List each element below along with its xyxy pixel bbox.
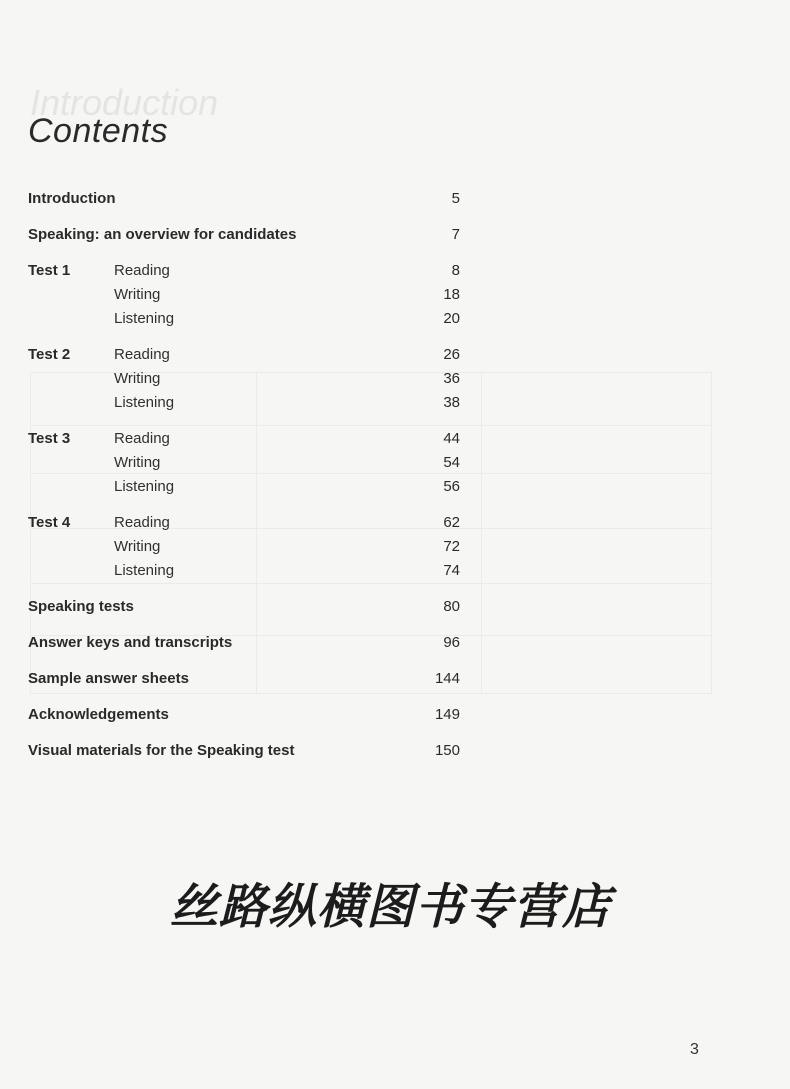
- toc-sub-item[interactable]: Writing: [114, 538, 161, 555]
- toc-sub-page: 72: [443, 538, 460, 555]
- toc-entry-introduction[interactable]: Introduction: [28, 190, 116, 207]
- toc-sub-item[interactable]: Listening: [114, 478, 175, 495]
- toc-sub-item[interactable]: Listening: [114, 310, 175, 327]
- toc-page-answer-keys: 96: [443, 634, 460, 651]
- toc-page-acknowledgements: 149: [434, 706, 460, 723]
- watermark-text: 丝路纵横图书专营店: [170, 881, 612, 934]
- toc-entry-answer-keys[interactable]: Answer keys and transcripts: [28, 634, 233, 651]
- toc-sub-page: 44: [443, 430, 460, 447]
- toc-sub-page: 74: [443, 562, 460, 579]
- toc-sub-item[interactable]: Reading: [114, 430, 170, 447]
- toc-sub-page: 8: [451, 262, 460, 279]
- toc-test-3[interactable]: Test 3: [28, 430, 71, 447]
- toc-test-4[interactable]: Test 4: [28, 514, 71, 531]
- toc-sub-item[interactable]: Reading: [114, 514, 170, 531]
- toc-sub-item[interactable]: Reading: [114, 262, 170, 279]
- toc-page-speaking-overview: 7: [451, 226, 460, 243]
- page-number: 3: [690, 1041, 699, 1058]
- toc-entry-speaking-tests[interactable]: Speaking tests: [28, 598, 134, 615]
- toc-entry-speaking-overview[interactable]: Speaking: an overview for candidates: [28, 226, 297, 243]
- toc-sub-page: 26: [443, 346, 460, 363]
- toc-page-visual-materials: 150: [434, 742, 460, 759]
- toc-sub-page: 18: [443, 286, 460, 303]
- toc-sub-item[interactable]: Listening: [114, 562, 175, 579]
- showthrough-heading: Introduction: [30, 82, 219, 123]
- toc-sub-page: 36: [443, 370, 460, 387]
- toc-entry-acknowledgements[interactable]: Acknowledgements: [28, 706, 169, 723]
- toc-sub-item[interactable]: Listening: [114, 394, 175, 411]
- toc-entry-sample-answer-sheets[interactable]: Sample answer sheets: [28, 670, 189, 687]
- toc-sub-item[interactable]: Writing: [114, 454, 161, 471]
- page-title: Contents: [28, 112, 169, 150]
- toc-sub-item[interactable]: Writing: [114, 370, 161, 387]
- toc-sub-page: 20: [443, 310, 460, 327]
- toc-sub-item[interactable]: Reading: [114, 346, 170, 363]
- toc-sub-page: 54: [443, 454, 460, 471]
- toc-page-speaking-tests: 80: [443, 598, 460, 615]
- toc-sub-item[interactable]: Writing: [114, 286, 161, 303]
- toc-entry-visual-materials[interactable]: Visual materials for the Speaking test: [28, 742, 295, 759]
- toc-test-2[interactable]: Test 2: [28, 346, 71, 363]
- toc-sub-page: 62: [443, 514, 460, 531]
- toc-test-1[interactable]: Test 1: [28, 262, 71, 279]
- toc-page-introduction: 5: [451, 190, 460, 207]
- toc-sub-page: 56: [443, 478, 460, 495]
- toc-page-sample-answer-sheets: 144: [434, 670, 460, 687]
- toc-sub-page: 38: [443, 394, 460, 411]
